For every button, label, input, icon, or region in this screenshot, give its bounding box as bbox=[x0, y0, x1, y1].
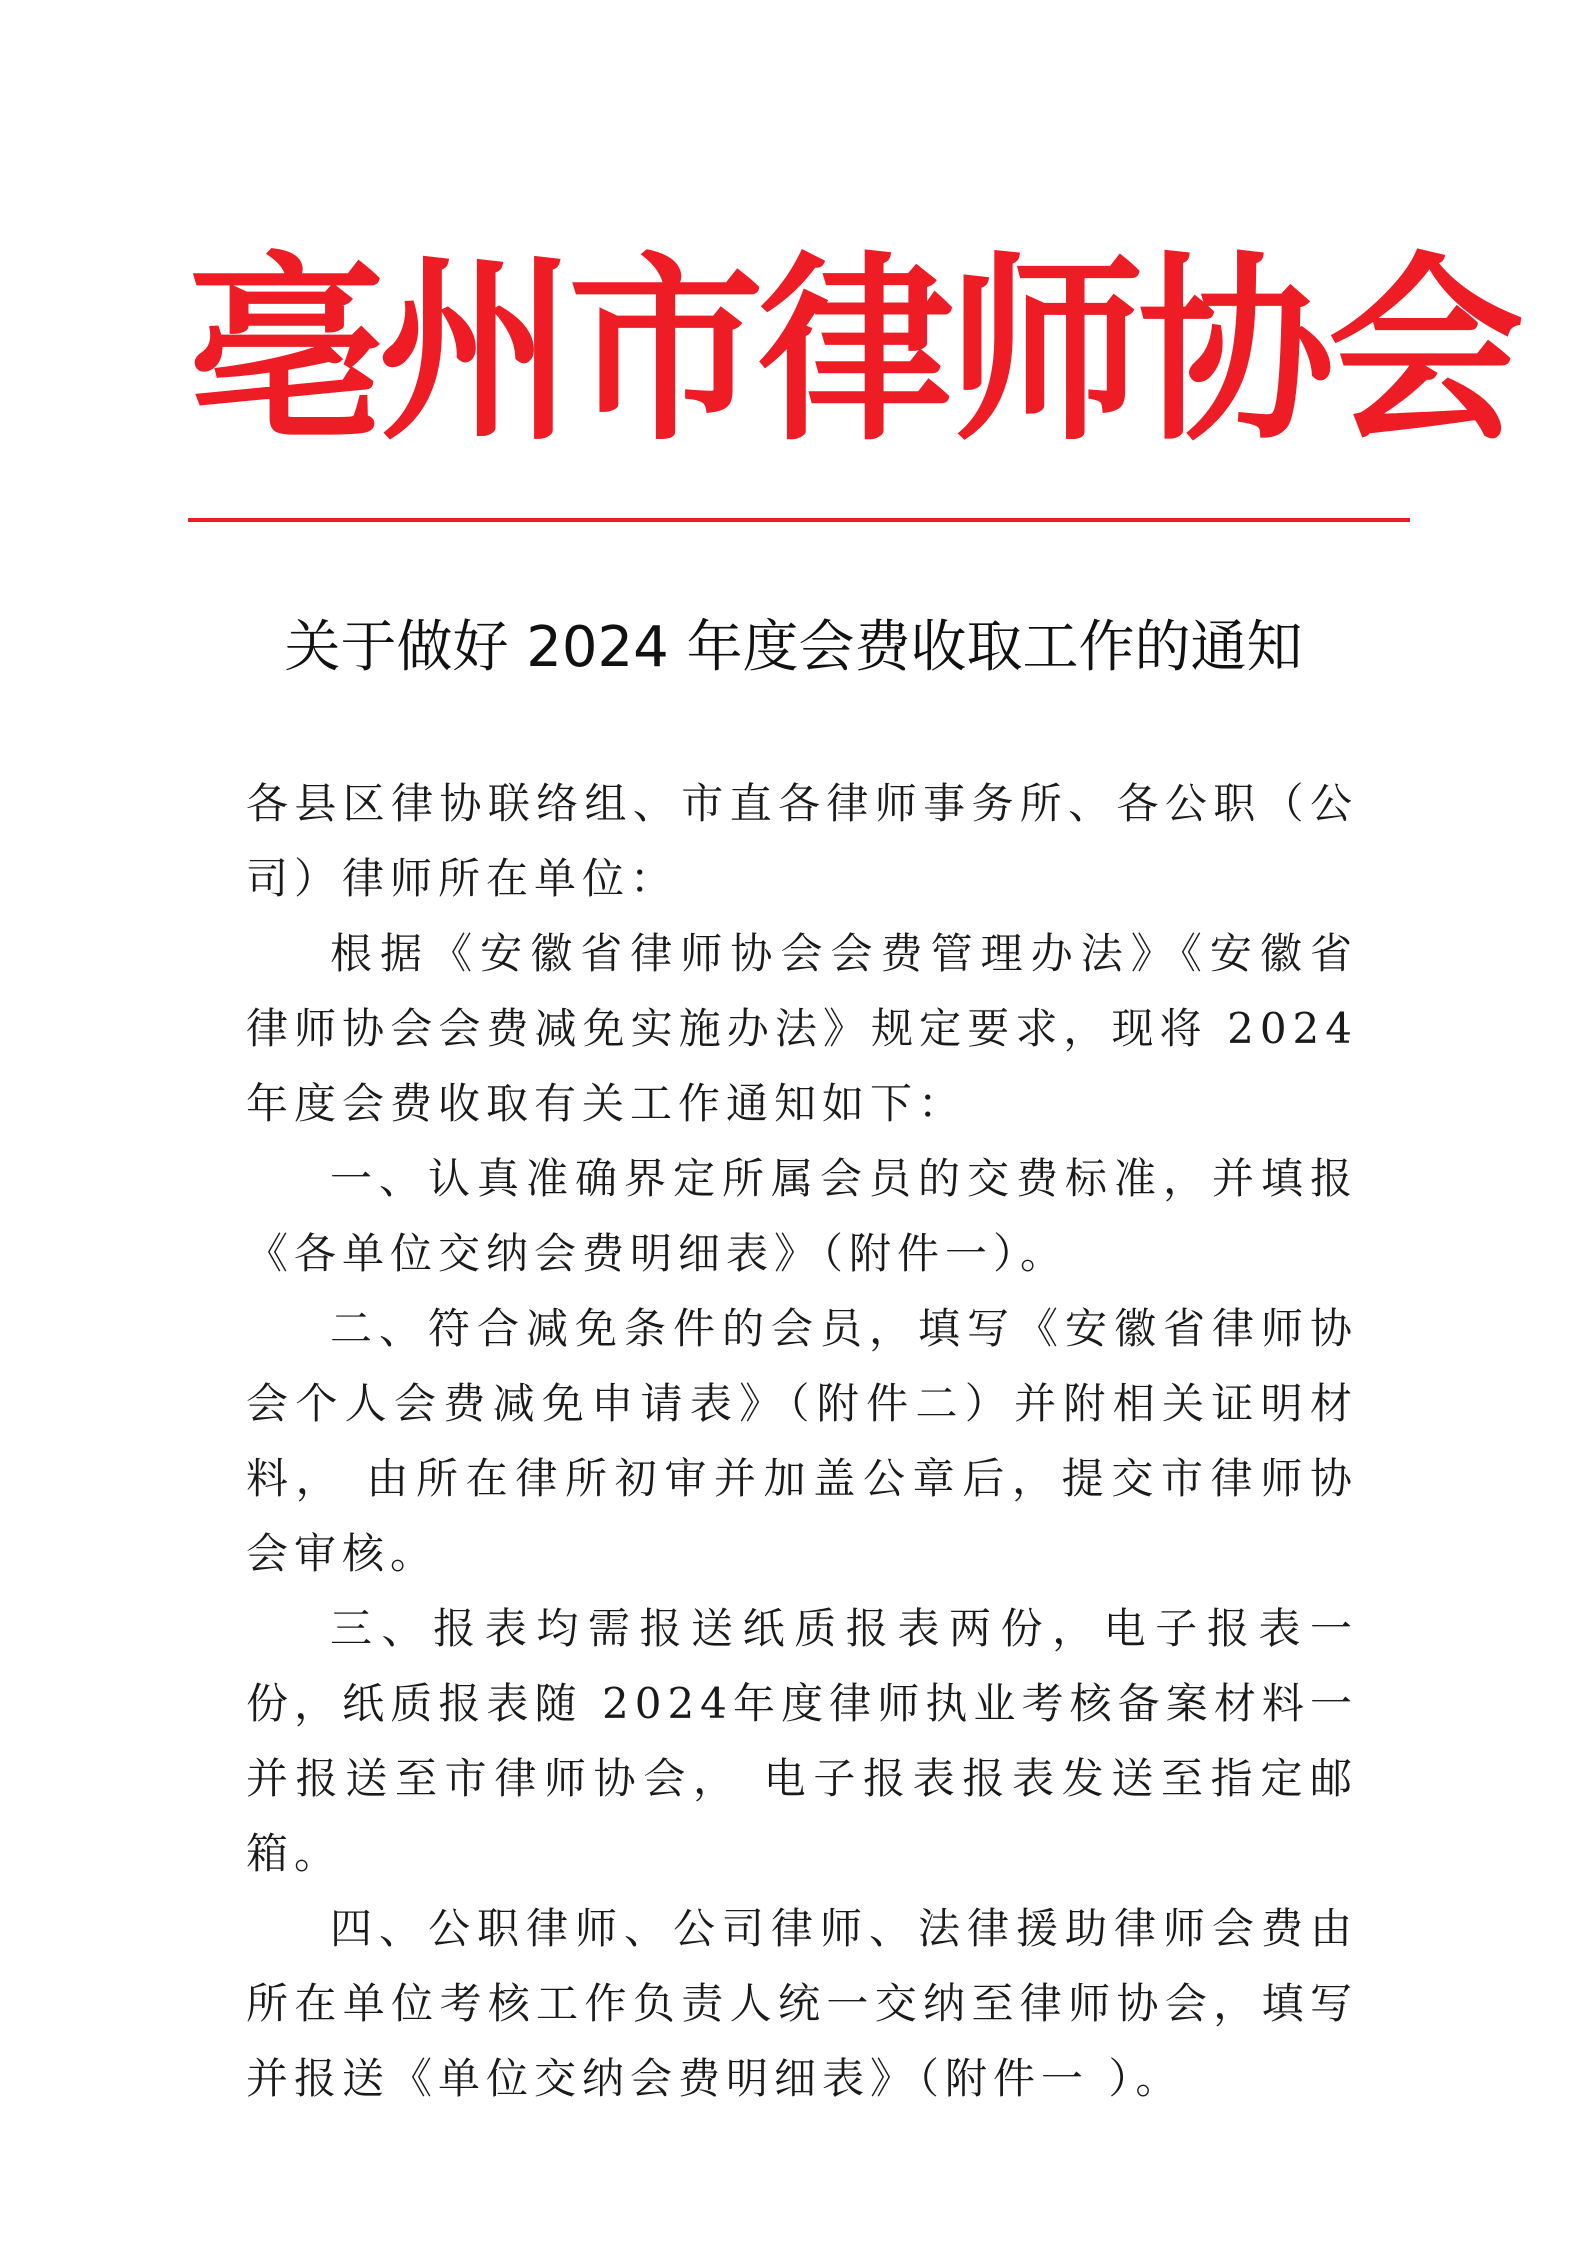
paragraph-item-3: 三、报表均需报送纸质报表两份，电子报表一份，纸质报表随 2024年度律师执业考核备案材料一并报送至市律师协会， 电子报表报表发送至指定邮箱。 bbox=[246, 1604, 1358, 1878]
paragraph-item-1: 一、认真准确界定所属会员的交费标准，并填报《各单位交纳会费明细表》（附件一）。 bbox=[246, 1154, 1358, 1278]
notice-body bbox=[246, 766, 1358, 2116]
salutation: 各县区律协联络组、市直各律师事务所、各公职（公司）律师所在单位： bbox=[246, 779, 1358, 903]
paragraph-item-4: 四、公职律师、公司律师、法律援助律师会费由所在单位考核工作负责人统一交纳至律师协会，填写并报送《单位交纳会费明细表》（附件一 ）。 bbox=[246, 1904, 1358, 2103]
paragraph-item-2: 二、符合减免条件的会员，填写《安徽省律师协会个人会费减免申请表》（附件二）并附相关证明材料， 由所在律所初审并加盖公章后，提交市律师协会审核。 bbox=[246, 1304, 1358, 1578]
notice-title: 关于做好 2024 年度会费收取工作的通知 bbox=[284, 615, 1303, 680]
paragraph-intro: 根据《安徽省律师协会会费管理办法》《安徽省律师协会会费减免实施办法》规定要求，现将 2024 年度会费收取有关工作通知如下： bbox=[246, 929, 1358, 1128]
masthead-title: 亳州市律师协会 bbox=[188, 235, 1519, 469]
masthead-red-rule bbox=[188, 518, 1410, 522]
